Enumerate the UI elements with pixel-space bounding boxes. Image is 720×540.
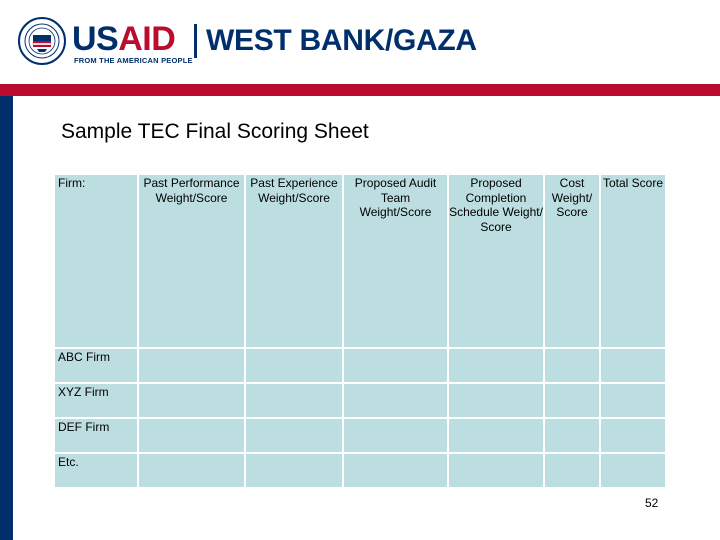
header-banner (0, 0, 720, 84)
slide-title: Sample TEC Final Scoring Sheet (61, 120, 369, 143)
region-name: WEST BANK/GAZA (206, 24, 477, 57)
score-cell (343, 383, 448, 418)
score-cell (448, 383, 544, 418)
usaid-seal-icon (18, 17, 66, 65)
column-header-past-experience: Past Experience Weight/Score (245, 174, 343, 348)
score-cell (600, 418, 666, 453)
page-number: 52 (645, 496, 659, 510)
column-header-total: Total Score (600, 174, 666, 348)
score-cell (343, 348, 448, 383)
row-label: XYZ Firm (54, 383, 138, 418)
score-cell (343, 453, 448, 488)
score-cell (544, 453, 600, 488)
score-cell (245, 348, 343, 383)
scoring-table (53, 173, 667, 489)
row-label: Etc. (54, 453, 138, 488)
score-cell (448, 348, 544, 383)
left-navy-stripe (0, 96, 13, 540)
score-cell (544, 348, 600, 383)
table-row (54, 348, 666, 383)
logo-tagline: FROM THE AMERICAN PEOPLE (74, 56, 193, 65)
logo-divider (194, 24, 197, 58)
column-header-audit-team: Proposed Audit Team Weight/Score (343, 174, 448, 348)
score-cell (448, 453, 544, 488)
score-cell (138, 348, 245, 383)
score-cell (245, 453, 343, 488)
score-cell (600, 383, 666, 418)
score-cell (138, 418, 245, 453)
score-cell (544, 383, 600, 418)
score-cell (600, 453, 666, 488)
table-row (54, 418, 666, 453)
score-cell (138, 453, 245, 488)
column-header-firm: Firm: (54, 174, 138, 348)
row-label: DEF Firm (54, 418, 138, 453)
score-cell (245, 418, 343, 453)
score-cell (245, 383, 343, 418)
column-header-cost: Cost Weight/ Score (544, 174, 600, 348)
column-header-completion-schedule: Proposed Completion Schedule Weight/ Score (448, 174, 544, 348)
column-header-past-performance: Past Performance Weight/Score (138, 174, 245, 348)
row-label: ABC Firm (54, 348, 138, 383)
score-cell (600, 348, 666, 383)
score-cell (138, 383, 245, 418)
score-cell (343, 418, 448, 453)
table-header-row (54, 174, 666, 348)
table-row (54, 383, 666, 418)
red-banner-stripe (0, 84, 720, 96)
score-cell (448, 418, 544, 453)
table-row (54, 453, 666, 488)
score-cell (544, 418, 600, 453)
usaid-logo: USAID (72, 20, 176, 58)
